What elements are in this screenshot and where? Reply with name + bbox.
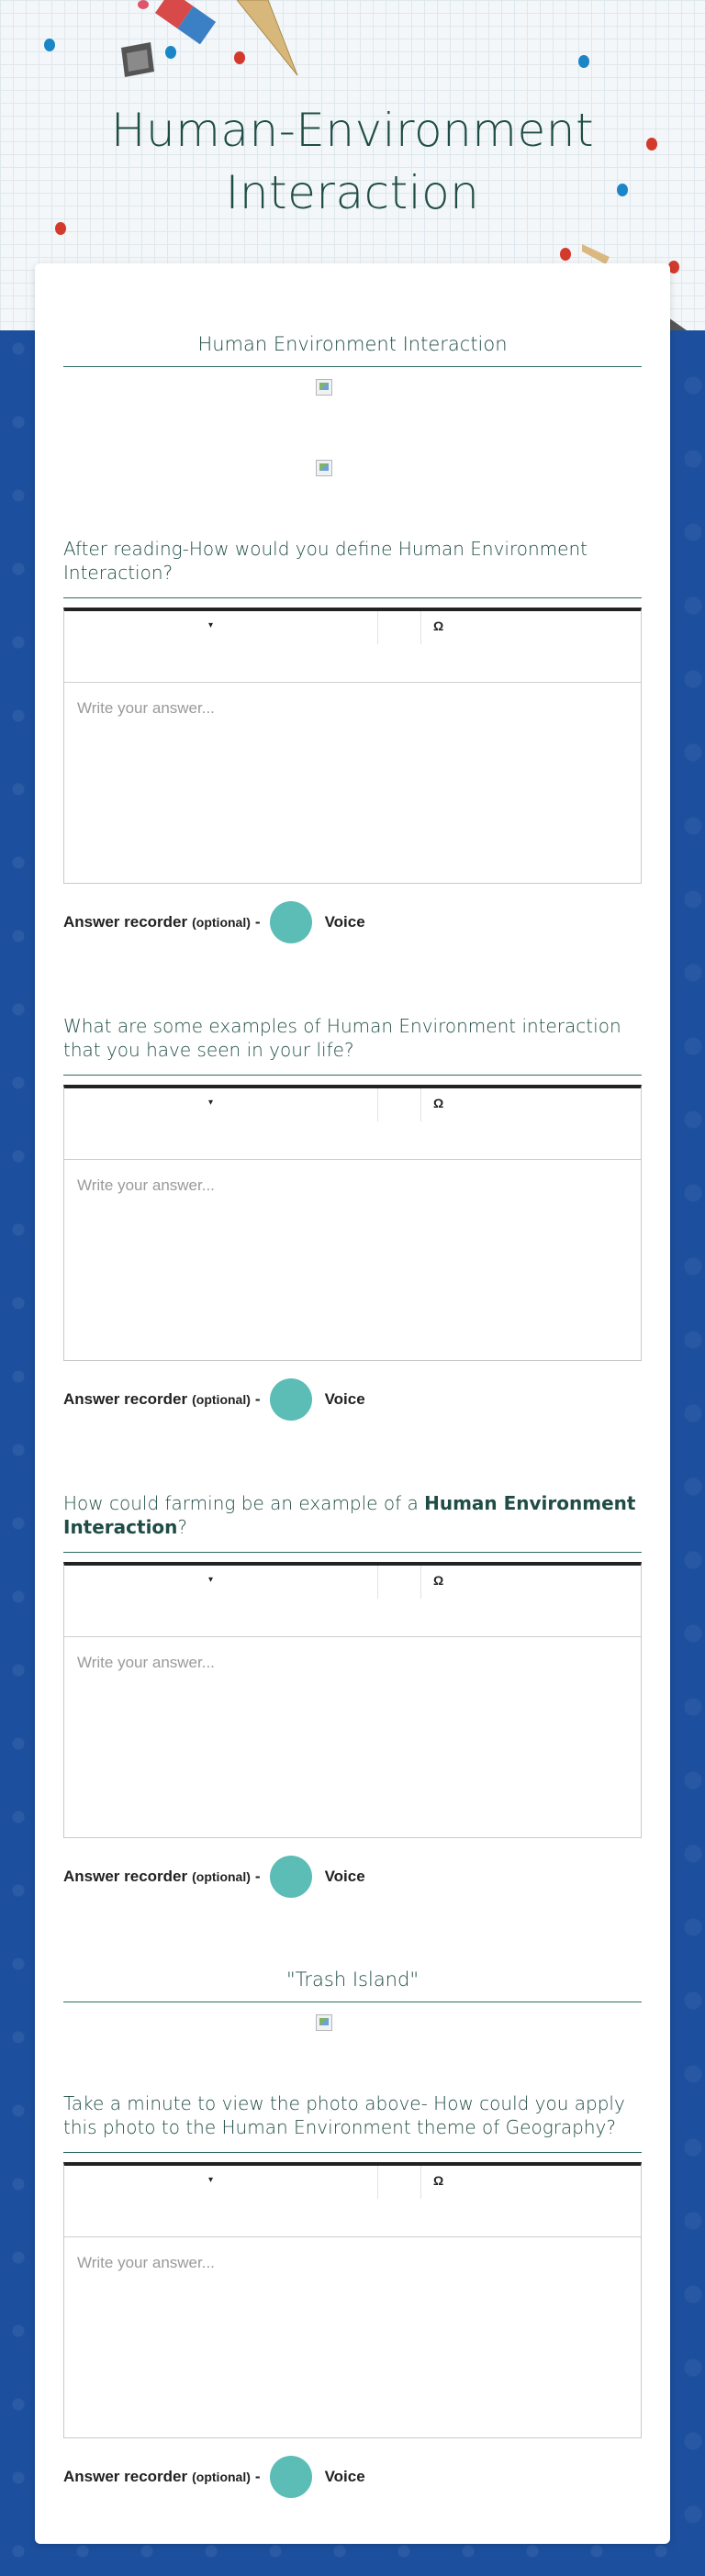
toolbar-separator	[377, 1566, 378, 1599]
format-dropdown-chevron-down-icon[interactable]: ▾	[208, 620, 214, 630]
recorder-optional: (optional)	[192, 1392, 251, 1407]
page-title-line-2: Interaction	[225, 166, 480, 219]
editor-toolbar	[64, 1566, 641, 1637]
answer-textarea[interactable]: Write your answer...	[77, 1654, 215, 1671]
toolbar-separator	[420, 1088, 421, 1121]
editor-toolbar	[64, 1088, 641, 1160]
answer-recorder	[63, 1377, 642, 1422]
recorder-label: Answer recorder	[63, 913, 188, 931]
page-title	[0, 99, 705, 224]
ruler-icon	[237, 0, 301, 77]
record-voice-button[interactable]	[270, 2456, 312, 2498]
answer-textarea[interactable]: Write your answer...	[77, 699, 215, 717]
recorder-label: Answer recorder	[63, 1868, 188, 1885]
confetti-dot	[138, 0, 149, 9]
recorder-dash: -	[254, 1868, 261, 1885]
question-block-1	[63, 537, 642, 944]
editor-toolbar	[64, 2166, 641, 2237]
recorder-label: Answer recorder	[63, 1390, 188, 1408]
question-divider	[63, 597, 642, 598]
toolbar-separator	[420, 1566, 421, 1599]
toolbar-separator	[420, 2166, 421, 2199]
question-text-bold: Human Environment Interaction	[63, 1492, 636, 1538]
section-header-1	[63, 333, 642, 367]
record-voice-button[interactable]	[270, 1378, 312, 1421]
special-character-icon[interactable]: Ω	[433, 2173, 444, 2188]
section-heading: Human Environment Interaction	[197, 333, 508, 355]
recorder-optional: (optional)	[192, 1869, 251, 1884]
question-block-2	[63, 1014, 642, 1422]
question-text-end: ?	[177, 1516, 188, 1538]
page-title-line-1: Human-Environment	[110, 104, 595, 157]
editor-toolbar	[64, 611, 641, 683]
question-divider	[63, 2152, 642, 2153]
answer-editor	[63, 608, 642, 884]
answer-textarea[interactable]: Write your answer...	[77, 1176, 215, 1194]
recorder-label: Answer recorder	[63, 2468, 188, 2485]
record-voice-button[interactable]	[270, 901, 312, 943]
image-placeholder-icon	[316, 379, 332, 396]
pencil-icon	[582, 244, 610, 264]
voice-label: Voice	[324, 2468, 365, 2485]
confetti-dot	[165, 46, 176, 59]
confetti-dot	[578, 55, 589, 68]
question-text-start: How could farming be an example of a	[63, 1492, 425, 1514]
question-divider	[63, 1075, 642, 1076]
question-text: After reading-How would you define Human Environment Interaction?	[63, 538, 588, 584]
question-text: Take a minute to view the photo above- How could you apply this photo to the Human Environment theme of Geography?	[63, 2092, 625, 2138]
section-divider	[63, 366, 642, 367]
toolbar-separator	[377, 2166, 378, 2199]
section-header-2	[63, 1968, 642, 2002]
voice-label: Voice	[324, 1390, 365, 1408]
recorder-dash: -	[254, 1390, 261, 1408]
section-heading: "Trash Island"	[286, 1968, 419, 1991]
worksheet-card	[35, 263, 670, 2544]
answer-recorder	[63, 1855, 642, 1899]
answer-editor	[63, 2162, 642, 2438]
special-character-icon[interactable]: Ω	[433, 619, 444, 633]
record-voice-button[interactable]	[270, 1856, 312, 1898]
image-placeholder-icon	[316, 460, 332, 476]
question-text: What are some examples of Human Environment interaction that you have seen in your life?	[63, 1015, 621, 1061]
pencil-tip-icon	[668, 318, 687, 330]
answer-textarea[interactable]: Write your answer...	[77, 2254, 215, 2271]
question-divider	[63, 1552, 642, 1553]
voice-label: Voice	[324, 913, 365, 931]
question-block-4	[63, 2091, 642, 2499]
question-block-3	[63, 1491, 642, 1899]
special-character-icon[interactable]: Ω	[433, 1573, 444, 1588]
recorder-optional: (optional)	[192, 915, 251, 930]
image-placeholder-icon	[316, 2014, 332, 2031]
confetti-dot	[560, 248, 571, 261]
special-character-icon[interactable]: Ω	[433, 1096, 444, 1110]
recorder-dash: -	[254, 913, 261, 931]
question-text	[63, 1491, 642, 1539]
voice-label: Voice	[324, 1868, 365, 1885]
recorder-dash: -	[254, 2468, 261, 2485]
answer-recorder	[63, 2455, 642, 2499]
toolbar-separator	[377, 1088, 378, 1121]
format-dropdown-chevron-down-icon[interactable]: ▾	[208, 2175, 214, 2185]
toolbar-separator	[377, 611, 378, 644]
sharpener-icon	[118, 40, 158, 81]
format-dropdown-chevron-down-icon[interactable]: ▾	[208, 1098, 214, 1108]
toolbar-separator	[420, 611, 421, 644]
format-dropdown-chevron-down-icon[interactable]: ▾	[208, 1575, 214, 1585]
answer-recorder	[63, 900, 642, 944]
confetti-dot	[55, 222, 66, 235]
confetti-dot	[44, 39, 55, 51]
answer-editor	[63, 1562, 642, 1838]
answer-editor	[63, 1085, 642, 1361]
recorder-optional: (optional)	[192, 2470, 251, 2484]
